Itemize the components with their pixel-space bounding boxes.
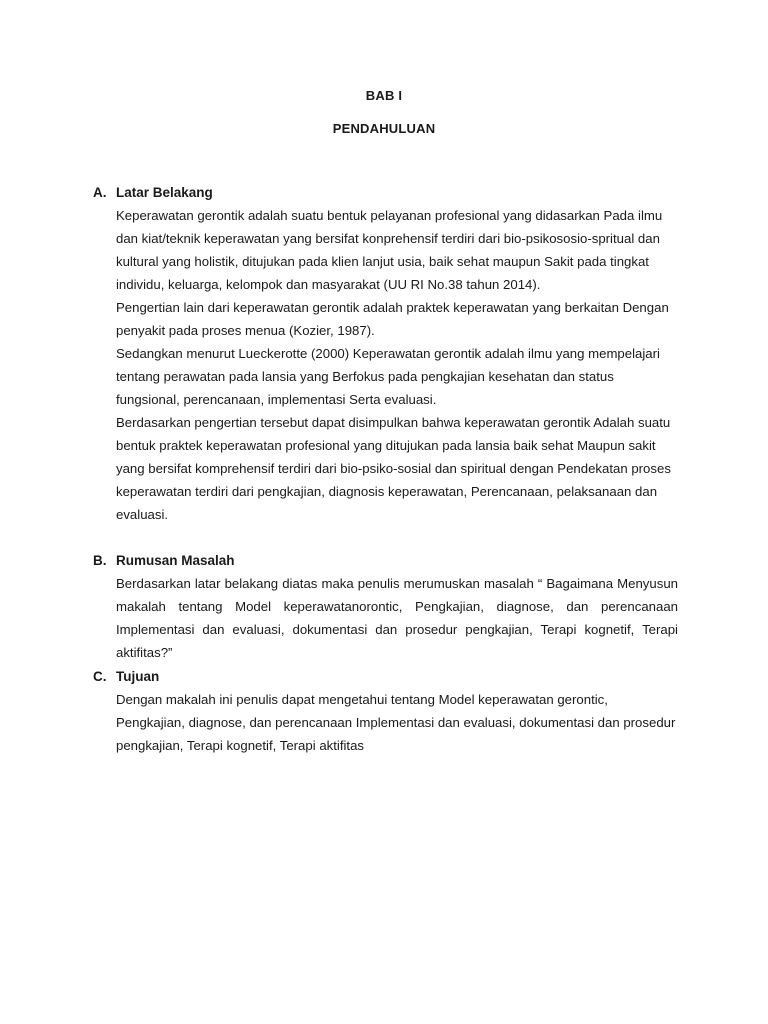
section-title: Tujuan: [116, 669, 160, 684]
chapter-title: PENDAHULUAN: [332, 121, 436, 136]
paragraph: Keperawatan gerontik adalah suatu bentuk pelayanan profesional yang didasarkan Pada ilmu dan kiat/teknik keperawatan yang bersifat konprehensif terdiri dari bio-psikososio-spritual dan kultural yang holistik, ditujukan pada klien lanjut usia, baik sehat maupun Sakit pada tingkat individu, keluarga, kelompok dan masyarakat (UU RI No.38 tahun 2014).: [116, 208, 663, 292]
section-body: [116, 688, 678, 757]
section-tujuan: [93, 666, 678, 757]
section-latar-belakang: [93, 182, 678, 526]
section-rumusan-masalah: [93, 550, 678, 664]
section-heading: [93, 550, 678, 572]
section-body: [116, 204, 678, 526]
section-letter: C.: [93, 669, 107, 684]
paragraph: Sedangkan menurut Lueckerotte (2000) Keperawatan gerontik adalah ilmu yang mempelajari tentang perawatan pada lansia yang Berfokus pada pengkajian kesehatan dan status fungsional, perencanaan, implementasi Serta evaluasi.: [116, 346, 660, 407]
paragraph: Berdasarkan latar belakang diatas maka penulis merumuskan masalah “ Bagaimana Menyusun makalah tentang Model keperawatanorontic, Pengkajian, diagnose, dan perencanaan Implementasi dan evaluasi, dokumentasi dan prosedur pengkajian, Terapi kognetif, Terapi aktifitas?”: [116, 576, 678, 660]
section-letter: A.: [93, 185, 107, 200]
section-letter: B.: [93, 553, 107, 568]
section-title: Latar Belakang: [116, 185, 213, 200]
section-heading: [93, 182, 678, 204]
paragraph: Berdasarkan pengertian tersebut dapat disimpulkan bahwa keperawatan gerontik Adalah suatu bentuk praktek keperawatan profesional yang ditujukan pada lansia baik sehat Maupun sakit yang bersifat komprehensif terdiri dari bio-psiko-sosial dan spiritual dengan Pendekatan proses keperawatan terdiri dari pengkajian, diagnosis keperawatan, Perencanaan, pelaksanaan dan evaluasi.: [116, 415, 671, 522]
paragraph: Pengertian lain dari keperawatan gerontik adalah praktek keperawatan yang berkaitan Dengan penyakit pada proses menua (Kozier, 1987).: [116, 300, 669, 338]
section-body: [116, 572, 678, 664]
section-title: Rumusan Masalah: [116, 553, 235, 568]
section-heading: [93, 666, 678, 688]
paragraph: Dengan makalah ini penulis dapat mengetahui tentang Model keperawatan gerontic, Pengkajian, diagnose, dan perencanaan Implementasi dan evaluasi, dokumentasi dan prosedur pengkajian, Terapi kognetif, Terapi aktifitas: [116, 692, 676, 753]
chapter-number: BAB I: [365, 88, 403, 103]
